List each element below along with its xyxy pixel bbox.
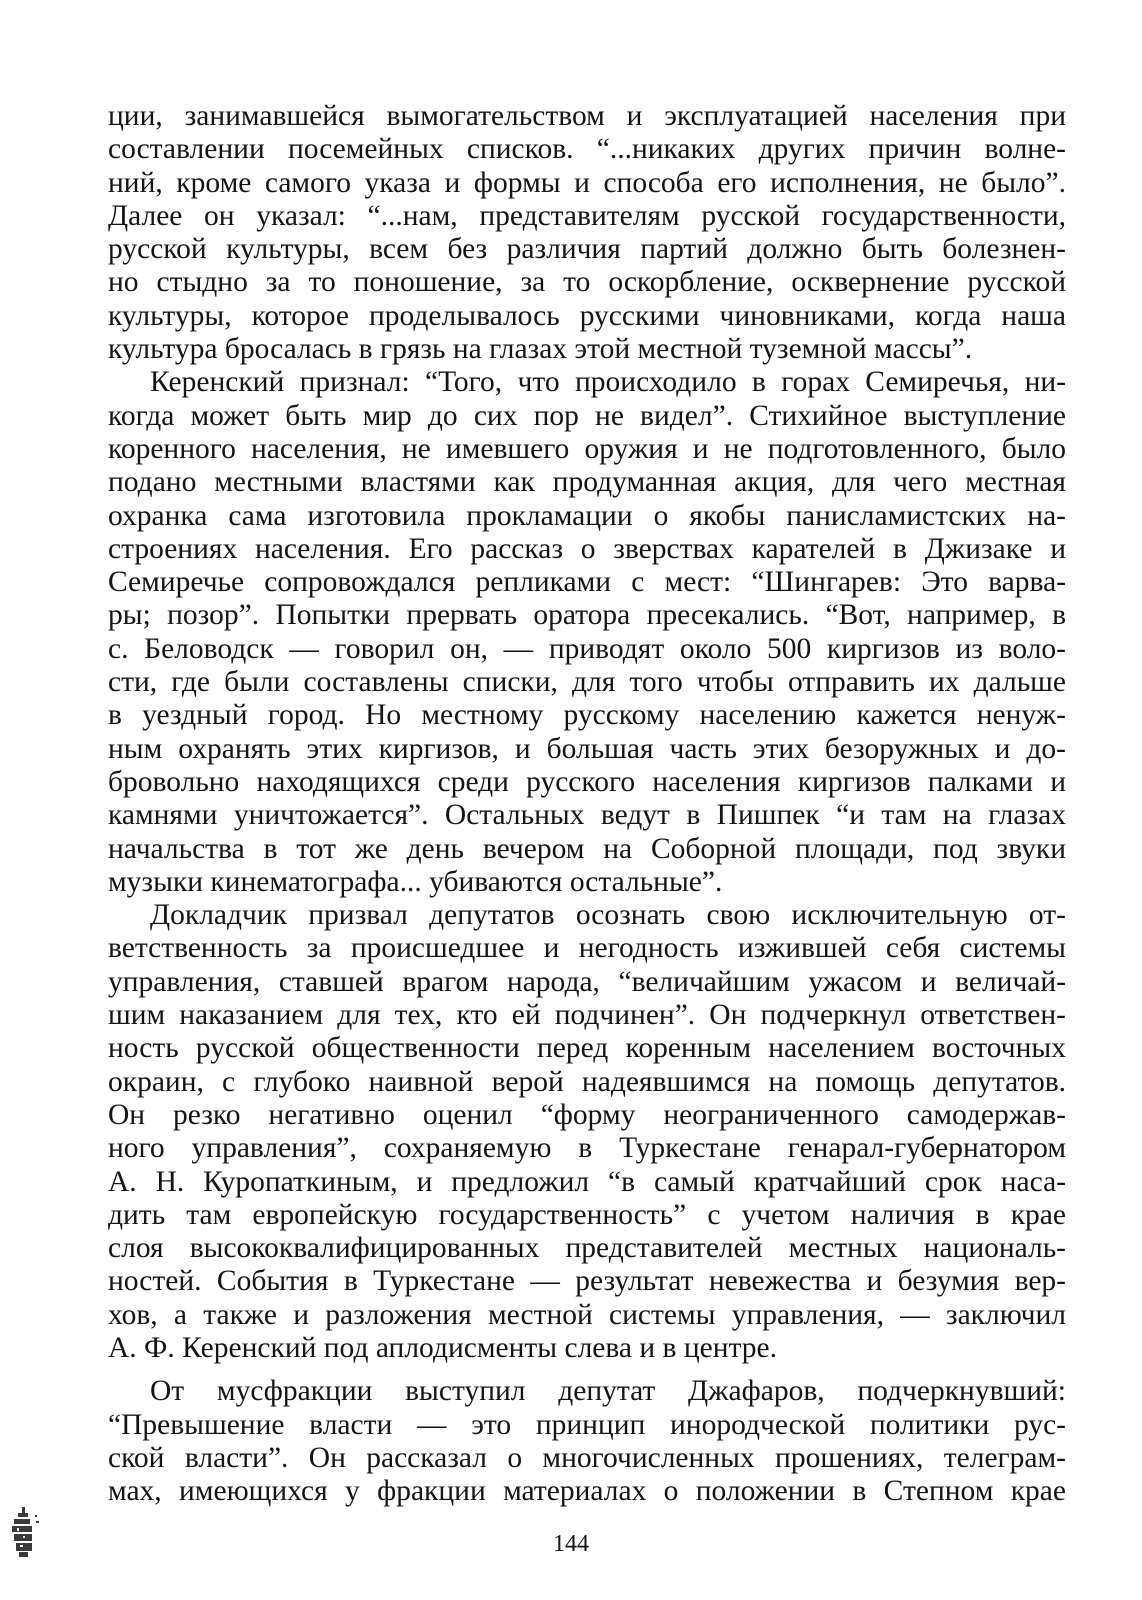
text-line: А. Ф. Керенский под аплодисменты слева и в центре. xyxy=(108,1331,777,1364)
text-line: охранка сама изготовила прокламации о якобы панисламистских на- xyxy=(108,499,1066,532)
text-line: Семиречье сопровождался репликами с мест: “Шингарев: Это варва- xyxy=(108,566,1066,599)
paragraph xyxy=(108,366,1066,899)
book-page-text xyxy=(108,100,1066,1508)
text-line: когда может быть мир до сих пор не видел”. Стихийное выступление xyxy=(108,399,1066,432)
text-line: От мусфракции выступил депутат Джафаров, подчеркнувший: xyxy=(150,1375,1066,1408)
text-line: ность русской общественности перед коренным населением восточных xyxy=(108,1032,1066,1065)
text-line: коренного населения, не имевшего оружия и не подготовленного, было xyxy=(108,432,1066,465)
text-line: Он резко негативно оценил “форму неограниченного самодержав- xyxy=(108,1098,1066,1131)
text-line: дить там европейскую государственность” с учетом наличия в крае xyxy=(108,1198,1066,1231)
text-line: с. Беловодск — говорил он, — приводят около 500 киргизов из воло- xyxy=(108,632,1066,665)
text-line: мах, имеющихся у фракции материалах о положении в Степном крае xyxy=(108,1475,1066,1508)
text-line: русской культуры, всем без различия партий должно быть болезнен- xyxy=(108,233,1066,266)
page-number: 144 xyxy=(553,1531,589,1557)
scan-artifact-icon xyxy=(8,1503,42,1559)
text-line: строениях населения. Его рассказ о зверствах карателей в Джизаке и xyxy=(108,532,1066,565)
paragraph xyxy=(108,899,1066,1365)
text-line: в уездный город. Но местному русскому населению кажется ненуж- xyxy=(108,699,1066,732)
text-line: камнями уничтожается”. Остальных ведут в Пишпек “и там на глазах xyxy=(108,799,1066,832)
text-line: составлении посемейных списков. “...никаких других причин волне- xyxy=(108,133,1066,166)
text-line: подано местными властями как продуманная акция, для чего местная xyxy=(108,466,1066,499)
text-line: бровольно находящихся среди русского населения киргизов палками и xyxy=(108,765,1066,798)
text-line: ции, занимавшейся вымогательством и эксплуатацией населения при xyxy=(108,100,1066,132)
paragraph xyxy=(108,1375,1066,1508)
text-line: культуры, которое проделывалось русскими чиновниками, когда наша xyxy=(108,299,1066,332)
text-line: музыки кинематографа... убиваются остальные”. xyxy=(108,865,723,898)
text-line: ской власти”. Он рассказал о многочисленных прошениях, телеграм- xyxy=(108,1441,1066,1474)
paragraph xyxy=(108,100,1066,366)
text-line: окраин, с глубоко наивной верой надеявшимся на помощь депутатов. xyxy=(108,1065,1066,1098)
text-line: шим наказанием для тех, кто ей подчинен”. Он подчеркнул ответствен- xyxy=(108,999,1066,1032)
text-line: но стыдно за то поношение, за то оскорбление, осквернение русской xyxy=(108,266,1066,299)
text-line: Далее он указал: “...нам, представителям русской государственности, xyxy=(108,199,1066,232)
text-line: хов, а также и разложения местной системы управления, — заключил xyxy=(108,1298,1066,1331)
text-line: ний, кроме самого указа и формы и способа его исполнения, не было”. xyxy=(108,166,1066,199)
text-line: ного управления”, сохраняемую в Туркестане генарал-губернатором xyxy=(108,1132,1066,1165)
text-line: начальства в тот же день вечером на Соборной площади, под звуки xyxy=(108,832,1066,865)
text-line: ветственность за происшедшее и негодность изжившей себя системы xyxy=(108,932,1066,965)
text-line: “Превышение власти — это принцип инородческой политики рус- xyxy=(108,1408,1066,1441)
text-line: управления, ставшей врагом народа, “величайшим ужасом и величай- xyxy=(108,965,1066,998)
text-line: ным охранять этих киргизов, и большая часть этих безоружных и до- xyxy=(108,732,1066,765)
text-line: сти, где были составлены списки, для того чтобы отправить их дальше xyxy=(108,666,1066,699)
text-line: слоя высококвалифицированных представителей местных националь- xyxy=(108,1232,1066,1265)
text-line: Керенский признал: “Того, что происходило в горах Семиречья, ни- xyxy=(150,366,1066,399)
text-line: культура бросалась в грязь на глазах этой местной туземной массы”. xyxy=(108,333,973,366)
paragraph-spacing xyxy=(108,1365,1066,1375)
text-line: ры; позор”. Попытки прервать оратора пресекались. “Вот, например, в xyxy=(108,599,1066,632)
text-line: ностей. События в Туркестане — результат невежества и безумия вер- xyxy=(108,1265,1066,1298)
text-line: Докладчик призвал депутатов осознать свою исключительную от- xyxy=(150,899,1066,932)
text-line: А. Н. Куропаткиным, и предложил “в самый кратчайший срок наса- xyxy=(108,1165,1066,1198)
